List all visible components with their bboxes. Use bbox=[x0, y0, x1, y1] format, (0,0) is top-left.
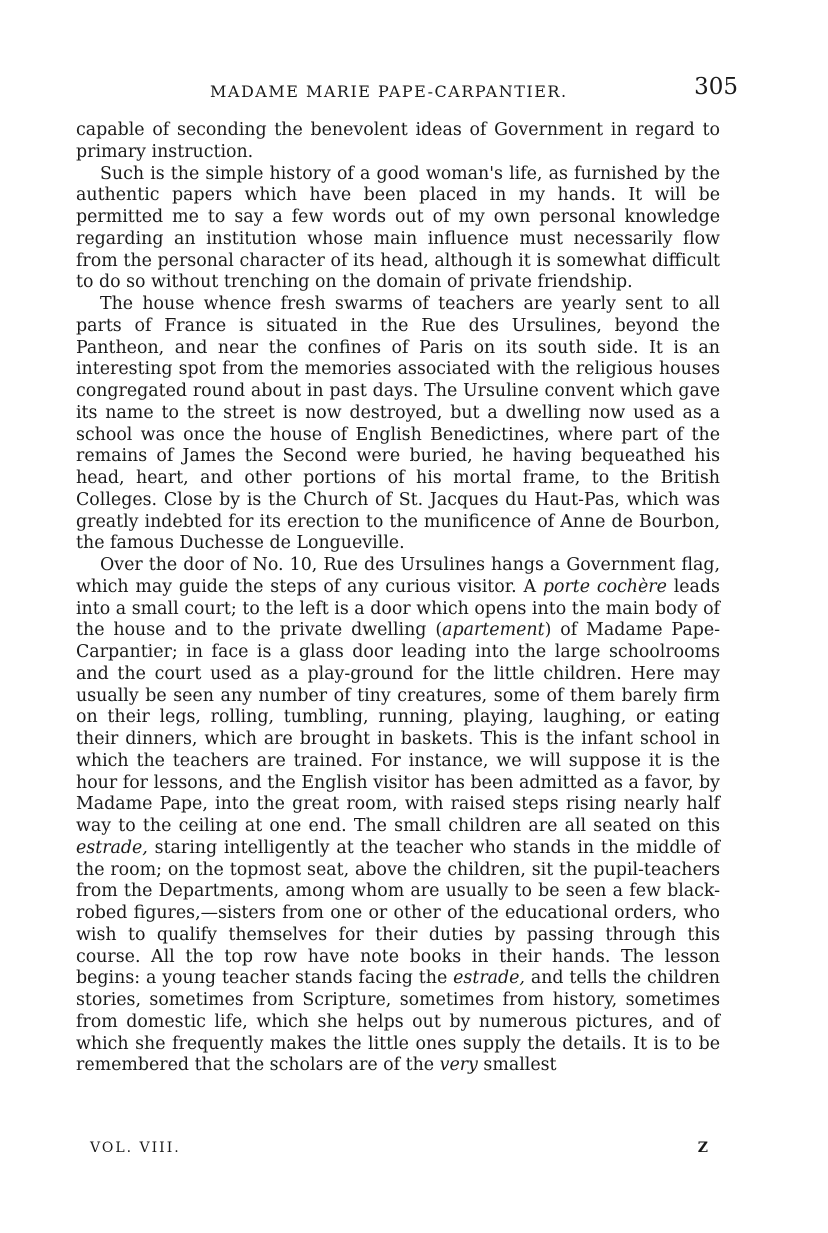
page-footer bbox=[86, 1140, 708, 1162]
italic-text: estrade, bbox=[453, 968, 525, 989]
body-text bbox=[76, 120, 720, 1077]
signature-mark: Z bbox=[697, 1140, 708, 1156]
page-number: 305 bbox=[694, 74, 738, 100]
italic-text: very bbox=[439, 1055, 478, 1076]
text-run: and tells the children stories, sometimes from Scripture, sometimes from history, sometimes from domestic life, which she helps out by numerous pictures, and of which she frequently makes the little ones supply the details. It is to be remembered that the scholars are of the bbox=[76, 968, 721, 1076]
running-title: MADAME MARIE PAPE-CARPANTIER. bbox=[210, 82, 568, 101]
text-run: leads into a small court; to the left is a door which opens into the main body of the house and to the private dwelling ( bbox=[76, 576, 720, 641]
text-run: capable of seconding the benevolent ideas of Government in regard to primary instruction. bbox=[76, 120, 720, 162]
volume-label: VOL. VIII. bbox=[90, 1140, 181, 1156]
paragraph bbox=[76, 294, 720, 555]
text-run: ) of Madame Pape-Carpantier; in face is a glass door leading into the large schoolrooms and the court used as a play-ground for the little children. Here may usually be seen any number of tiny creatures, some of them barely firm on their legs, rolling, tumbling, running, playing, laughing, or eating their dinners, which are brought in baskets. This is the infant school in which the teachers are trained. For instance, we will suppose it is the hour for lessons, and the English visitor has been admitted as a favor, by Madame Pape, into the great room, with raised steps rising nearly half way to the ceiling at one end. The small children are all seated on this bbox=[76, 620, 721, 836]
text-run: staring intelligently at the teacher who stands in the middle of the room; on the topmost seat, above the children, sit the pupil-teachers from the Departments, among whom are usually to be seen a few black-robed figures,—sisters from one or other of the educational orders, who wish to qualify themselves for their duties by passing through this course. All the top row have note books in their hands. The lesson begins: a young teacher stands facing the bbox=[76, 837, 720, 989]
paragraph bbox=[76, 164, 720, 295]
paragraph bbox=[76, 555, 720, 1077]
paragraph bbox=[76, 120, 720, 164]
italic-text: apartement bbox=[442, 620, 545, 641]
text-run: Such is the simple history of a good woman's life, as furnished by the authentic papers which have been placed in my hands. It will be permitted me to say a few words out of my own personal knowledge regarding an institution whose main influence must necessarily flow from the personal character of its head, although it is somewhat difficult to do so without trenching on the domain of private friendship. bbox=[76, 163, 720, 293]
text-run: The house whence fresh swarms of teachers are yearly sent to all parts of France is situated in the Rue des Ursulines, beyond the Pantheon, and near the confines of Paris on its south side. It is an interesting spot from the memories associated with the religious houses congregated round about in past days. The Ursuline convent which gave its name to the street is now destroyed, but a dwelling now used as a school was once the house of English Benedictines, where part of the remains of James the Second were buried, he having bequeathed his head, heart, and other portions of his mortal frame, to the British Colleges. Close by is the Church of St. Jacques du Haut-Pas, which was greatly indebted for its erection to the munificence of Anne de Bourbon, the famous Duchesse de Longueville. bbox=[76, 294, 720, 554]
page-header bbox=[80, 74, 738, 104]
italic-text: porte cochère bbox=[542, 576, 667, 597]
text-run: Over the door of No. 10, Rue des Ursulines hangs a Government flag, which may guide the steps of any curious visitor. A bbox=[76, 555, 720, 597]
text-run: smallest bbox=[477, 1055, 557, 1076]
italic-text: estrade, bbox=[76, 837, 148, 858]
